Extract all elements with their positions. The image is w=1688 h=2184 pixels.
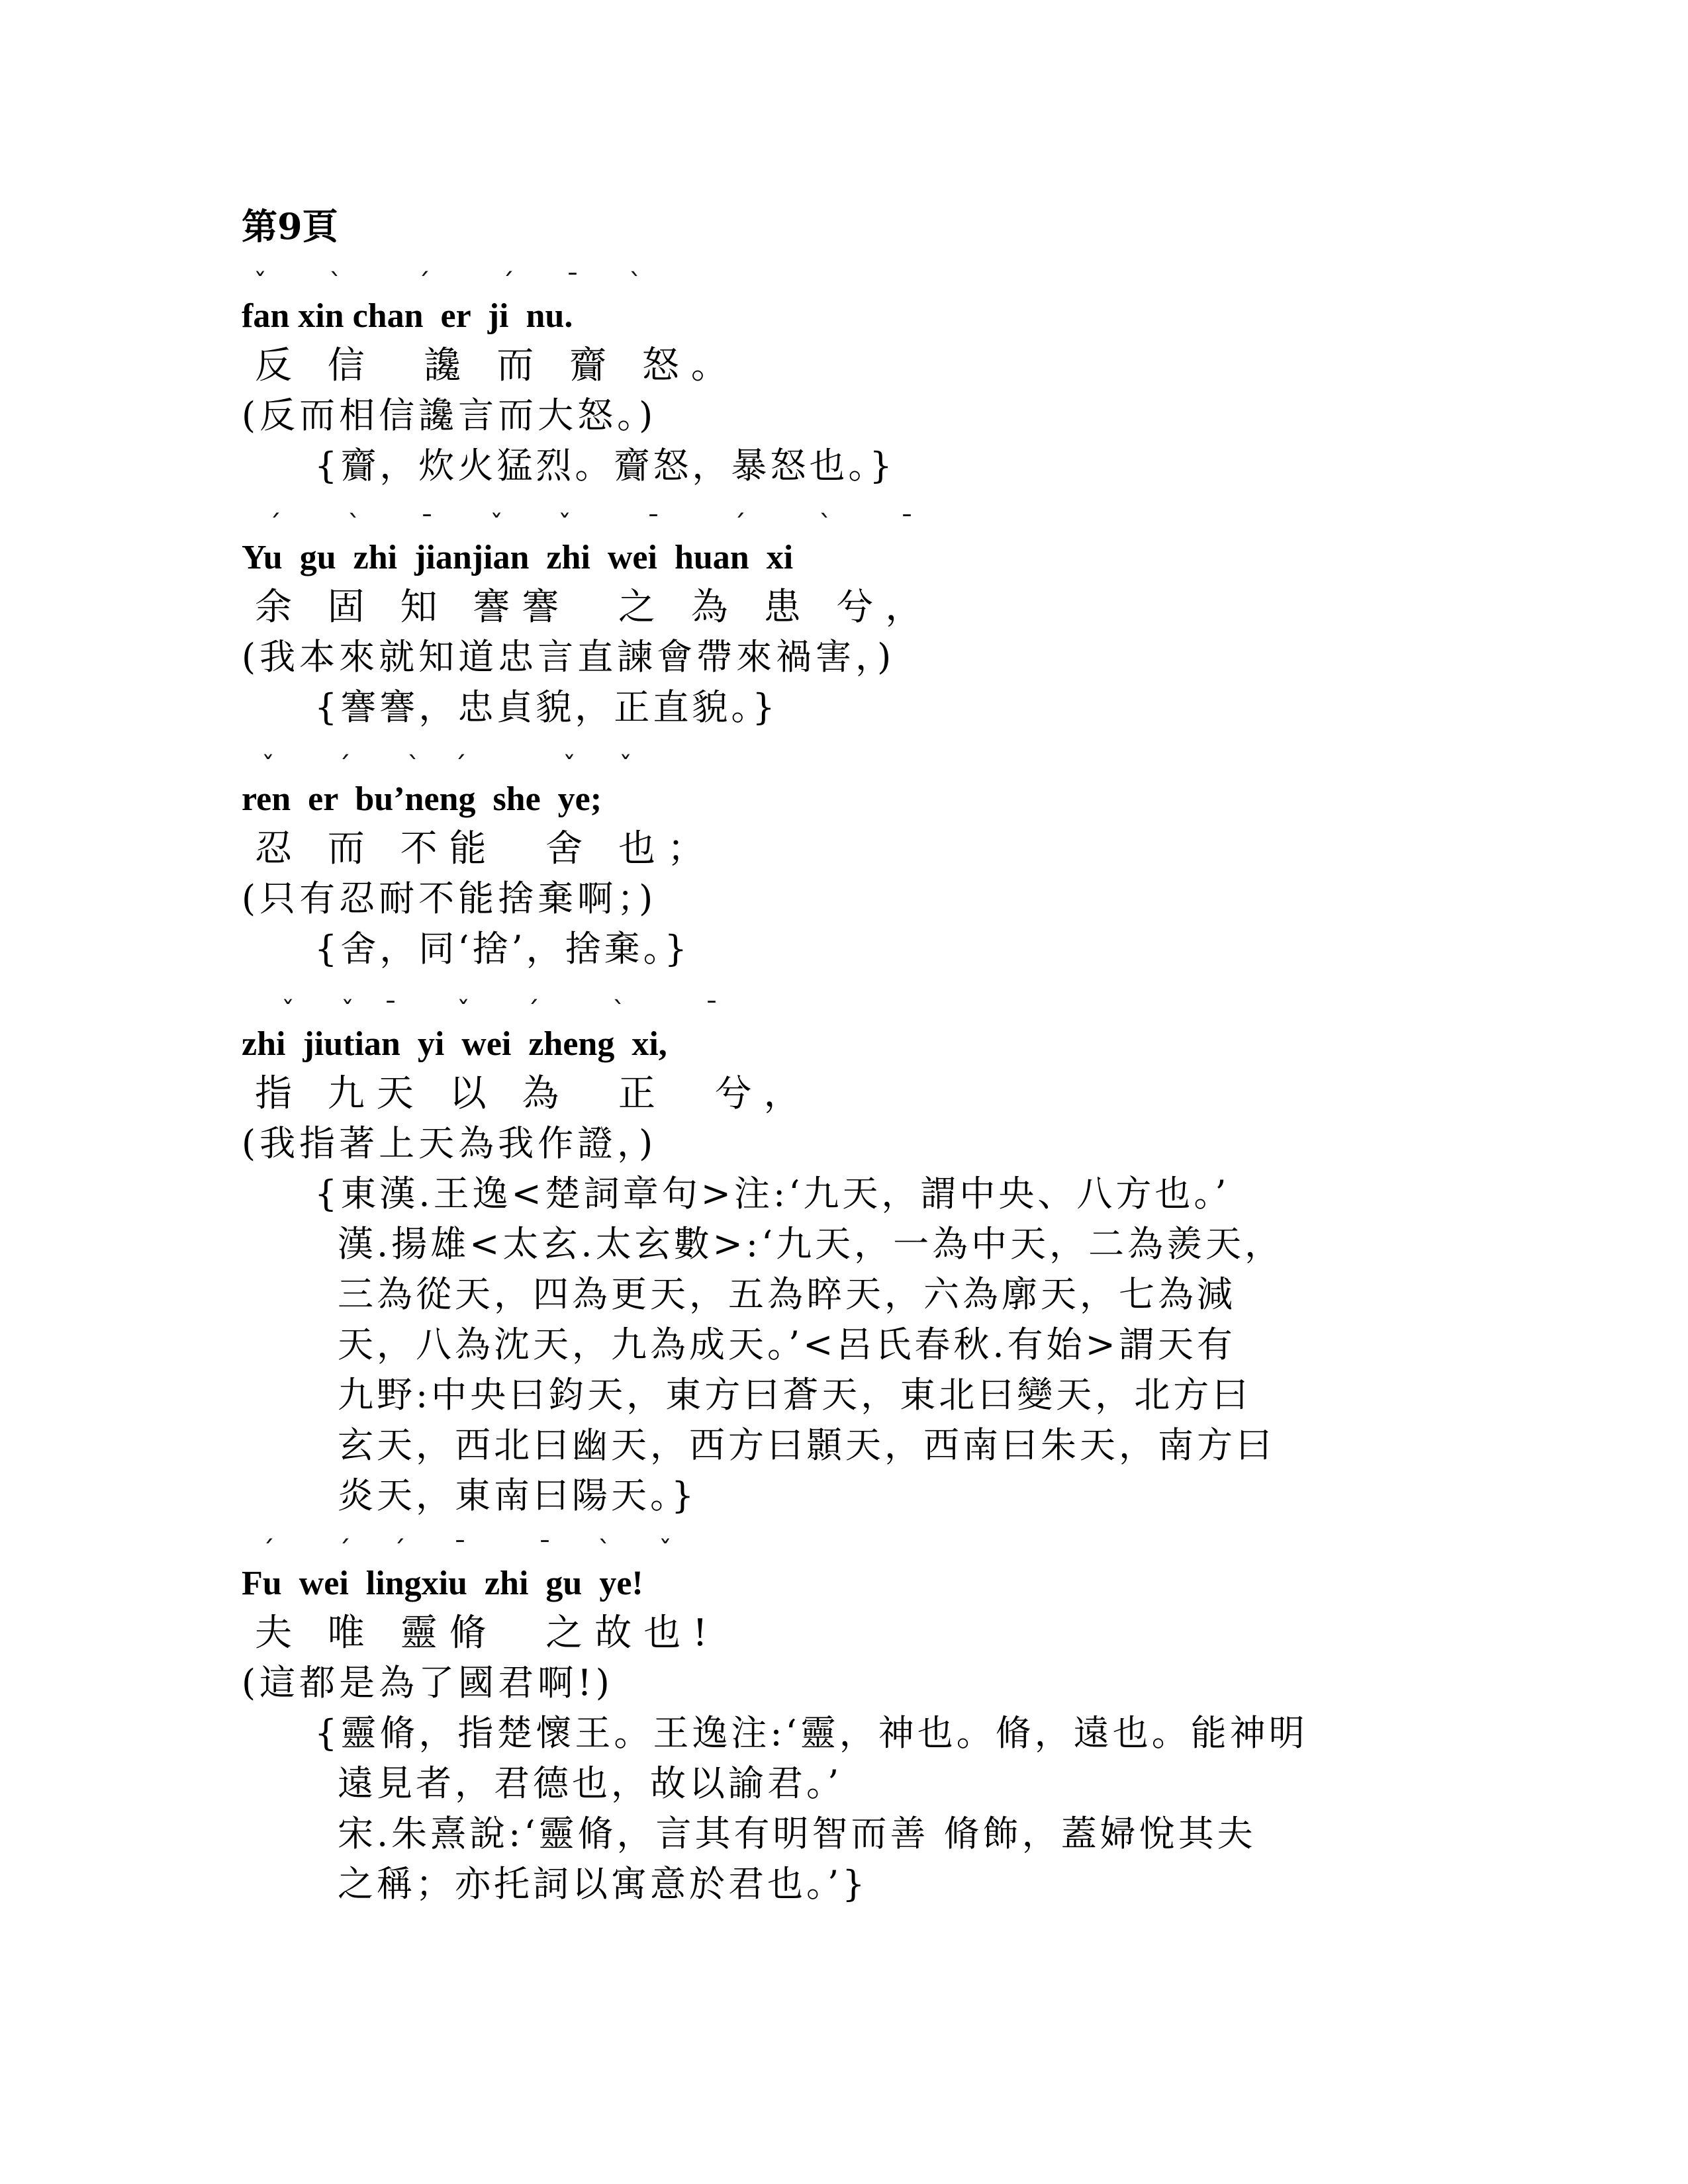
translation-line: (我指著上天為我作證，) bbox=[242, 1122, 657, 1164]
tone-mark: ˋ bbox=[329, 269, 342, 299]
tone-mark: ˇ bbox=[563, 752, 576, 782]
tone-marks bbox=[242, 510, 914, 541]
tone-marks bbox=[242, 997, 718, 1027]
tone-mark: ˉ bbox=[705, 997, 718, 1027]
tone-mark: ˊ bbox=[501, 269, 514, 299]
pinyin-line: ren er bu’neng she ye; bbox=[242, 780, 602, 818]
tone-mark: ˇ bbox=[281, 997, 295, 1027]
note-line: 炎天，東南曰陽天。} bbox=[338, 1475, 698, 1516]
tone-mark: ˉ bbox=[453, 1536, 467, 1567]
note-line: 九野:中央曰鈞天，東方曰蒼天，東北曰變天，北方曰 bbox=[338, 1374, 1252, 1416]
note-line: 天，八為沈天，九為成天。’<呂氏春秋.有始>謂天有 bbox=[338, 1324, 1236, 1365]
pinyin-line: Fu wei lingxiu zhi gu ye! bbox=[242, 1565, 643, 1602]
note-line: 宋.朱熹說:‘靈脩，言其有明智而善 脩飾，蓋婦悅其夫 bbox=[338, 1813, 1256, 1854]
tone-mark: ˇ bbox=[619, 752, 632, 782]
tone-mark: ˊ bbox=[417, 269, 430, 299]
tone-mark: ˉ bbox=[566, 269, 579, 299]
tone-mark: ˉ bbox=[384, 997, 397, 1027]
translation-line: (只有忍耐不能捨棄啊；) bbox=[242, 878, 657, 919]
tone-mark: ˇ bbox=[341, 997, 354, 1027]
tone-mark: ˇ bbox=[261, 752, 275, 782]
tone-mark: ˊ bbox=[338, 752, 351, 782]
tone-mark: ˋ bbox=[629, 269, 642, 299]
tone-marks bbox=[242, 1536, 672, 1567]
tone-mark: ˇ bbox=[254, 269, 267, 299]
stanza-1 bbox=[242, 269, 896, 491]
pinyin-line: fan xin chan er ji nu. bbox=[242, 297, 573, 335]
tone-mark: ˊ bbox=[526, 997, 539, 1027]
tone-mark: ˋ bbox=[612, 997, 626, 1027]
tone-marks bbox=[242, 269, 642, 299]
pinyin-line: zhi jiutian yi wei zheng xi, bbox=[242, 1025, 667, 1063]
tone-mark: ˉ bbox=[420, 510, 434, 541]
tone-mark: ˊ bbox=[453, 752, 467, 782]
note-line: {靈脩，指楚懷王。王逸注:‘靈，神也。脩，遠也。能神明 bbox=[314, 1712, 1308, 1754]
tone-mark: ˉ bbox=[538, 1536, 551, 1567]
stanza-4 bbox=[242, 997, 1284, 1521]
chinese-line: 忍 而 不能 舍 也； bbox=[255, 827, 717, 870]
tone-mark: ˇ bbox=[659, 1536, 672, 1567]
tone-mark: ˊ bbox=[261, 1536, 275, 1567]
tone-mark: ˋ bbox=[348, 510, 361, 541]
stanza-2 bbox=[242, 510, 935, 733]
tone-mark: ˊ bbox=[338, 1536, 351, 1567]
tone-mark: ˉ bbox=[647, 510, 660, 541]
stanza-3 bbox=[242, 752, 717, 974]
tone-mark: ˇ bbox=[490, 510, 503, 541]
translation-line: (這都是為了國君啊!) bbox=[242, 1662, 614, 1704]
chinese-line: 指 九天 以 為 正 兮， bbox=[255, 1072, 813, 1115]
tone-mark: ˋ bbox=[598, 1536, 611, 1567]
note-line: {謇謇，忠貞貌，正直貌。} bbox=[314, 686, 778, 728]
note-line: 漢.揚雄<太玄.太玄數>:‘九天，一為中天，二為羨天， bbox=[338, 1223, 1284, 1265]
translation-line: (反而相信讒言而大怒。) bbox=[242, 394, 657, 436]
note-line: {舍，同‘捨’，捨棄。} bbox=[314, 928, 691, 970]
stanza-5 bbox=[242, 1536, 1308, 1909]
tone-mark: ˋ bbox=[819, 510, 832, 541]
chinese-line: 夫 唯 靈脩 之故也! bbox=[255, 1612, 720, 1655]
note-line: 玄天，西北曰幽天，西方曰顥天，西南曰朱天，南方曰 bbox=[338, 1424, 1275, 1466]
note-line: 三為從天，四為更天，五為睟天，六為廓天，七為減 bbox=[338, 1273, 1236, 1315]
note-line: 之稱；亦托詞以寓意於君也。’} bbox=[338, 1863, 868, 1905]
tone-mark: ˊ bbox=[268, 510, 281, 541]
note-line: {東漢.王逸<楚詞章句>注:‘九天，謂中央、八方也。’ bbox=[314, 1173, 1230, 1214]
note-line: 遠見者，君德也，故以諭君。’ bbox=[338, 1762, 843, 1804]
tone-mark: ˋ bbox=[407, 752, 420, 782]
page-title: 第9頁 bbox=[242, 205, 338, 248]
pinyin-line: Yu gu zhi jianjian zhi wei huan xi bbox=[242, 539, 794, 576]
tone-mark: ˇ bbox=[457, 997, 470, 1027]
tone-mark: ˇ bbox=[558, 510, 571, 541]
tone-mark: ˉ bbox=[900, 510, 914, 541]
translation-line: (我本來就知道忠言直諫會帶來禍害，) bbox=[242, 636, 896, 678]
chinese-line: 反 信 讒 而 齎 怒。 bbox=[255, 344, 740, 387]
note-line: {齎，炊火猛烈。齎怒，暴怒也。} bbox=[314, 445, 896, 486]
tone-mark: ˊ bbox=[733, 510, 746, 541]
tone-mark: ˊ bbox=[393, 1536, 406, 1567]
tone-marks bbox=[242, 752, 632, 782]
chinese-line: 余 固 知 謇謇 之 為 患 兮， bbox=[255, 586, 935, 629]
